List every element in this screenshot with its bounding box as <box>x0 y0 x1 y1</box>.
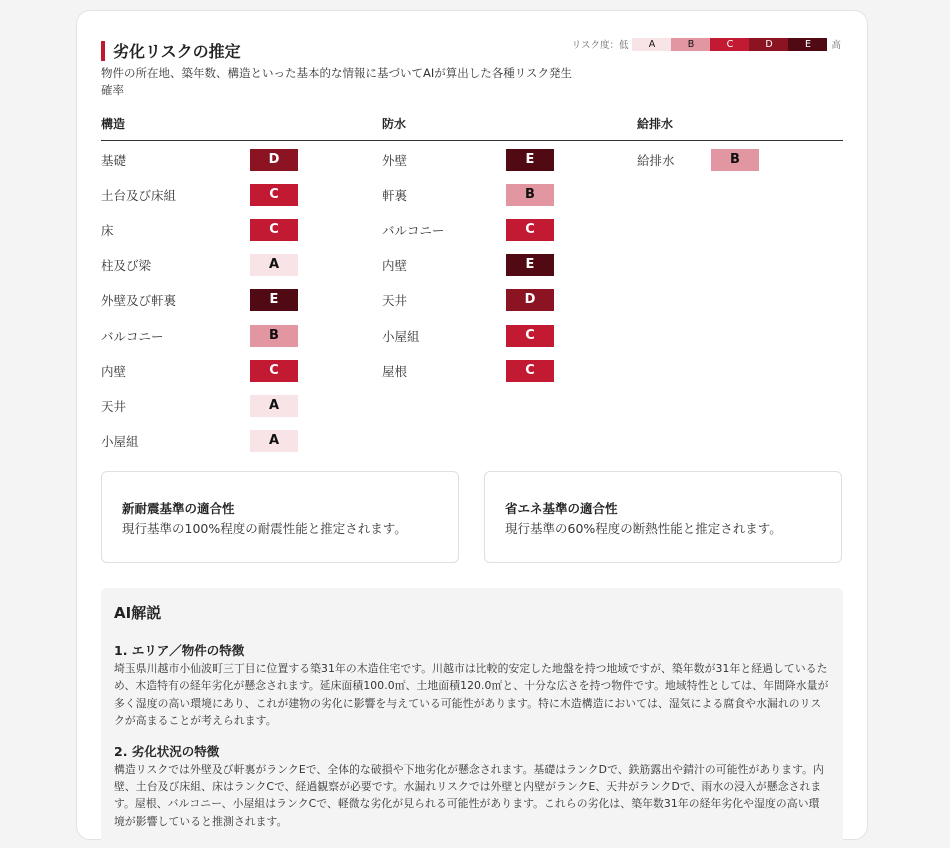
legend-grade-a: A <box>632 38 671 51</box>
column-heading-plumbing: 給排水 <box>637 117 674 131</box>
risk-grid <box>101 115 843 450</box>
risk-row <box>101 212 298 247</box>
risk-grade-badge: E <box>250 289 298 311</box>
risk-row <box>382 248 554 283</box>
risk-row <box>382 142 554 177</box>
energy-compliance-title: 省エネ基準の適合性 <box>505 501 618 516</box>
risk-grade-badge: B <box>250 325 298 347</box>
risk-grade-badge: C <box>506 360 554 382</box>
energy-compliance-body: 現行基準の60%程度の断熱性能と推定されます。 <box>505 521 782 536</box>
risk-row <box>382 212 554 247</box>
title-accent-bar <box>101 41 105 61</box>
ai-section-body: 構造リスクでは外壁及び軒裏がランクEで、全体的な破損や下地劣化が懸念されます。基礎はランクDで、鉄筋露出や錆汁の可能性があります。内壁、土台及び床組、床はランクCで、経過観察が必要です。水漏れリスクでは外壁と内壁がランクE、天井がランクDで、雨水の浸入が懸念されます。屋根、バルコニー、小屋組はランクCで、軽微な劣化が見られる可能性があります。これらの劣化は、築年数31年の経年劣化や湿度の高い環境が影響していると推測されます。 <box>114 762 824 828</box>
page-subtitle: 物件の所在地、築年数、構造といった基本的な情報に基づいてAIが算出した各種リスク発生確率 <box>101 66 573 97</box>
risk-row <box>101 318 298 353</box>
risk-row <box>382 353 554 388</box>
risk-column-plumbing <box>637 142 759 177</box>
ai-commentary-title: AI解説 <box>114 604 162 622</box>
risk-item-name: 柱及び梁 <box>101 258 152 274</box>
risk-row <box>101 353 298 388</box>
risk-row <box>101 283 298 318</box>
risk-row <box>101 248 298 283</box>
risk-item-name: 天井 <box>382 293 408 309</box>
risk-row <box>382 177 554 212</box>
legend-high-label: 高 <box>831 40 841 51</box>
risk-item-name: バルコニー <box>101 328 164 344</box>
risk-grade-badge: D <box>506 289 554 311</box>
legend-grade-e: E <box>788 38 827 51</box>
risk-item-name: 外壁 <box>382 152 408 168</box>
column-heading-structure: 構造 <box>101 117 126 131</box>
risk-grade-badge: B <box>506 184 554 206</box>
seismic-compliance-title: 新耐震基準の適合性 <box>122 501 235 516</box>
risk-grade-badge: C <box>250 184 298 206</box>
risk-item-name: 給排水 <box>637 152 675 168</box>
risk-grade-badge: A <box>250 395 298 417</box>
risk-row <box>101 424 298 459</box>
risk-column-structure <box>101 142 298 459</box>
risk-grade-badge: E <box>506 149 554 171</box>
legend-grade-b: B <box>671 38 710 51</box>
seismic-compliance-box <box>101 471 459 563</box>
page-title: 劣化リスクの推定 <box>113 42 241 61</box>
legend-grade-c: C <box>710 38 749 51</box>
risk-item-name: バルコニー <box>382 222 445 238</box>
ai-section-body: 埼玉県川越市小仙波町三丁目に位置する築31年の木造住宅です。川越市は比較的安定した地盤を持つ地域ですが、築年数が31年と経過しているため、木造特有の経年劣化が懸念されます。延床面積100.0㎡、土地面積120.0㎡と、十分な広さを持つ物件です。地域特性としては、年間降水量が多く湿度の高い環境にあり、これが建物の劣化に影響を与えている可能性があります。特に木造構造においては、湿気による腐食や水漏れのリスクが高まることが考えられます。 <box>114 662 829 728</box>
risk-grade-badge: C <box>250 360 298 382</box>
column-heading-waterproof: 防水 <box>382 117 407 131</box>
risk-grade-badge: C <box>506 325 554 347</box>
risk-item-name: 外壁及び軒裏 <box>101 293 177 309</box>
ai-section-title: 1. エリア／物件の特徴 <box>114 643 245 658</box>
risk-grade-badge: D <box>250 149 298 171</box>
seismic-compliance-body: 現行基準の100%程度の耐震性能と推定されます。 <box>122 521 407 536</box>
risk-item-name: 床 <box>101 222 114 238</box>
risk-item-name: 小屋組 <box>101 434 139 450</box>
ai-commentary <box>101 588 843 848</box>
risk-row <box>101 177 298 212</box>
risk-grade-badge: B <box>711 149 759 171</box>
risk-column-headings <box>101 115 843 141</box>
risk-grade-badge: A <box>250 430 298 452</box>
risk-item-name: 基礎 <box>101 152 127 168</box>
energy-compliance-box <box>484 471 842 563</box>
risk-estimate-card <box>76 10 868 840</box>
risk-row <box>382 283 554 318</box>
risk-grade-badge: E <box>506 254 554 276</box>
risk-item-name: 内壁 <box>101 363 127 379</box>
risk-row <box>382 318 554 353</box>
risk-grade-badge: C <box>250 219 298 241</box>
ai-section-title: 2. 劣化状況の特徴 <box>114 743 220 759</box>
risk-row <box>637 142 759 177</box>
risk-item-name: 小屋組 <box>382 328 420 344</box>
legend-low-label: リスク度：低 <box>571 40 629 51</box>
risk-legend <box>572 37 841 51</box>
risk-column-waterproof <box>382 142 554 388</box>
risk-item-name: 土台及び床組 <box>101 187 177 203</box>
legend-grade-d: D <box>749 38 788 51</box>
card-header <box>101 39 841 99</box>
risk-row <box>101 388 298 423</box>
risk-row <box>101 142 298 177</box>
risk-grade-badge: C <box>506 219 554 241</box>
risk-grade-badge: A <box>250 254 298 276</box>
risk-item-name: 天井 <box>101 398 127 414</box>
risk-item-name: 屋根 <box>382 363 408 379</box>
risk-item-name: 内壁 <box>382 258 408 274</box>
risk-item-name: 軒裏 <box>382 187 408 203</box>
